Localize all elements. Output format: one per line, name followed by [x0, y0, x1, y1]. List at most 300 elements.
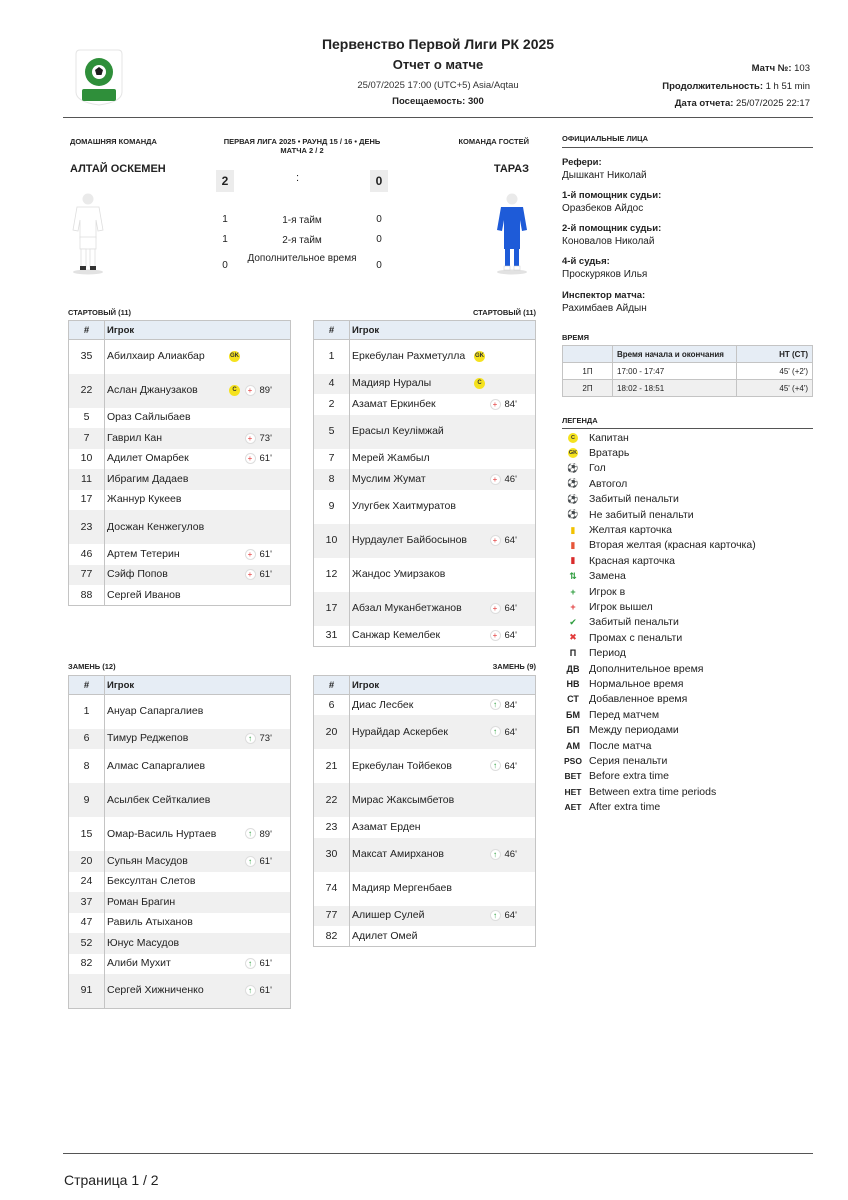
legend-label: Замена [589, 570, 626, 583]
goal-icon: ⚽ [567, 462, 579, 473]
duration-value: 1 h 51 min [765, 81, 810, 92]
home-kit-icon [70, 192, 106, 281]
player-row [69, 749, 291, 783]
player-number: 52 [69, 933, 105, 954]
player-role-cell [470, 906, 490, 927]
player-number: 77 [69, 565, 105, 586]
player-number: 9 [314, 490, 350, 524]
legend-label: После матча [589, 739, 652, 752]
player-in-icon: ↑ [245, 733, 256, 744]
player-number: 12 [314, 558, 350, 592]
player-number: 9 [69, 783, 105, 817]
player-row [314, 695, 536, 716]
legend-label: Капитан [589, 431, 629, 444]
player-role-cell [225, 428, 245, 449]
player-in-icon: ↑ [245, 856, 256, 867]
player-out-icon: + [245, 385, 256, 396]
away-team-name: ТАРАЗ [493, 163, 529, 175]
legend-item [562, 692, 687, 707]
player-role-cell [225, 892, 245, 913]
player-row [69, 510, 291, 544]
player-row [69, 892, 291, 913]
player-row [314, 783, 536, 817]
player-name: Нурдаулет Байбосынов [350, 524, 470, 558]
player-out-icon: + [245, 549, 256, 560]
times-period: 2П [563, 380, 613, 397]
legend-label: After extra time [589, 801, 661, 814]
player-number: 74 [314, 872, 350, 906]
player-row [69, 428, 291, 449]
player-event-cell [245, 565, 291, 586]
player-row [69, 340, 291, 374]
legend-label: Игрок вышел [589, 601, 653, 614]
player-role-cell [470, 838, 490, 872]
player-name: Гаврил Кан [105, 428, 225, 449]
player-role-cell [470, 415, 490, 449]
legend-divider [562, 428, 813, 429]
event-minute: 84' [504, 699, 517, 711]
player-number: 24 [69, 872, 105, 893]
captain-badge-glyph: C [568, 433, 578, 443]
player-role-cell [470, 592, 490, 626]
legend-label: Желтая карточка [589, 524, 673, 537]
legend-label: Before extra time [589, 770, 669, 783]
legend-label: Нормальное время [589, 678, 684, 691]
player-name: Азамат Еркинбек [352, 397, 436, 410]
captain-badge: C [474, 378, 485, 389]
col-number-header: # [314, 676, 350, 695]
legend-item [562, 723, 679, 738]
legend-label: Игрок в [589, 585, 626, 598]
legend-label: Период [589, 647, 626, 660]
player-role-cell [225, 408, 245, 429]
report-date [675, 98, 810, 109]
player-number: 77 [314, 906, 350, 927]
player-number: 10 [69, 449, 105, 470]
legend-item [562, 676, 683, 691]
player-row [314, 490, 536, 524]
col-player-header: Игрок [350, 321, 536, 340]
legend-item [562, 445, 629, 460]
player-row [314, 469, 536, 490]
player-event-cell [245, 851, 291, 872]
col-number-header: # [69, 676, 105, 695]
times-ht: 45' (+2') [737, 363, 813, 380]
official-role: Рефери: [562, 157, 602, 168]
player-in-icon: ↑ [490, 726, 501, 737]
player-in-icon: ↑ [245, 985, 256, 996]
player-row [69, 872, 291, 893]
player-event-cell [490, 626, 536, 647]
player-name: Роман Брагин [105, 892, 225, 913]
player-event-cell [490, 469, 536, 490]
player-role-cell [225, 340, 245, 374]
player-number: 22 [314, 783, 350, 817]
player-event-cell [245, 817, 291, 851]
player-row [69, 408, 291, 429]
player-number: 7 [314, 449, 350, 470]
report-title: Первенство Первой Лиги РК 2025 [321, 36, 555, 52]
player-role-cell [225, 544, 245, 565]
player-name: Абзал Муканбетжанов [350, 592, 470, 626]
player-row [69, 851, 291, 872]
legend-item [562, 753, 667, 768]
event-minute: 64' [504, 630, 517, 641]
penalty-scored-icon: ⚽ [567, 493, 579, 504]
legend-label: Перед матчем [589, 708, 660, 721]
match-number-label: Матч №: [751, 63, 792, 74]
period-1-label: 1-я тайм [282, 215, 322, 226]
player-event-cell [245, 729, 291, 750]
col-number-header: # [69, 321, 105, 340]
player-event-cell [245, 510, 291, 544]
player-row [314, 374, 536, 395]
legend-item [562, 615, 679, 630]
player-event-cell [490, 817, 536, 838]
period-2-label: 2-я тайм [282, 235, 322, 246]
player-out-icon: + [490, 399, 501, 410]
player-event-cell [245, 783, 291, 817]
player-event-cell [245, 695, 291, 729]
official-name: Оразбеков Айдос [562, 203, 644, 214]
player-role-cell [470, 558, 490, 592]
player-number: 47 [69, 913, 105, 934]
player-row [314, 715, 536, 749]
abbr-after-match: АМ [566, 740, 580, 751]
player-role-cell [470, 926, 490, 947]
player-row [69, 490, 291, 511]
player-in-icon: ↑ [490, 849, 501, 860]
player-number: 8 [314, 469, 350, 490]
legend-item [562, 569, 626, 584]
report-subtitle: Отчет о матче [392, 57, 484, 72]
player-event-cell [490, 906, 536, 927]
home-score: 2 [216, 170, 234, 192]
player-number: 35 [69, 340, 105, 374]
player-event-cell [490, 374, 536, 395]
player-event-cell [245, 340, 291, 374]
player-name: Сергей Хижниченко [105, 974, 225, 1008]
player-row [314, 449, 536, 470]
player-name: Адилет Омарбек [107, 452, 189, 465]
header-divider [63, 117, 813, 118]
legend-label: Гол [589, 462, 606, 475]
home-period-1-score: 1 [222, 214, 228, 225]
page-number: Страница 1 / 2 [64, 1172, 159, 1188]
player-row [314, 592, 536, 626]
player-role-cell [225, 729, 245, 750]
player-number: 20 [314, 715, 350, 749]
player-number: 1 [69, 695, 105, 729]
player-number: 88 [69, 585, 105, 606]
home-team-heading: ДОМАШНЯЯ КОМАНДА [70, 137, 157, 146]
player-name: Нурайдар Аскербек [350, 715, 470, 749]
legend-item [562, 599, 653, 614]
goalkeeper-badge: GK [229, 351, 240, 362]
event-minute: 46' [504, 473, 517, 485]
player-in-icon: ↑ [490, 760, 501, 771]
player-row [314, 626, 536, 647]
event-minute: 73' [259, 432, 272, 444]
away-starting-table [313, 320, 536, 647]
player-out-icon: + [490, 630, 501, 641]
player-event-cell [245, 374, 291, 408]
player-number: 6 [314, 695, 350, 716]
player-number: 82 [69, 954, 105, 975]
legend-item [562, 707, 659, 722]
player-role-cell [225, 749, 245, 783]
player-number: 5 [314, 415, 350, 449]
event-minute: 61' [259, 985, 272, 997]
player-row [314, 838, 536, 872]
legend-item [562, 522, 672, 537]
player-event-cell [490, 449, 536, 470]
player-role-cell [470, 872, 490, 906]
player-row [69, 695, 291, 729]
player-role-cell [225, 469, 245, 490]
player-role-cell [470, 394, 490, 415]
player-number: 17 [69, 490, 105, 511]
event-minute: 64' [504, 910, 517, 922]
player-role-cell [470, 449, 490, 470]
legend-label: Вторая желтая (красная карточка) [589, 539, 756, 552]
player-event-cell [245, 913, 291, 934]
player-role-cell [470, 469, 490, 490]
player-name: Тимур Реджепов [105, 729, 225, 750]
player-event-cell [490, 926, 536, 947]
player-event-cell [490, 749, 536, 783]
away-period-1-score: 0 [376, 214, 382, 225]
player-out-icon: + [490, 474, 501, 485]
home-subs-label: ЗАМЕНЬ (12) [68, 662, 116, 671]
col-number-header: # [314, 321, 350, 340]
player-event-cell [245, 974, 291, 1008]
match-number-value: 103 [794, 63, 810, 74]
player-event-cell [490, 715, 536, 749]
legend-item [562, 507, 694, 522]
player-event-cell [245, 544, 291, 565]
abbr-aet: AET [564, 802, 582, 813]
second-yellow-icon: ▮ [570, 539, 576, 550]
player-row [314, 340, 536, 374]
player-name: Досжан Кенжегулов [105, 510, 225, 544]
player-event-cell [245, 749, 291, 783]
player-role-cell [225, 565, 245, 586]
player-name: Ораз Сайлыбаев [107, 411, 191, 424]
away-period-2-score: 0 [376, 234, 382, 245]
event-minute: 46' [504, 849, 517, 860]
player-row [314, 749, 536, 783]
home-starting-table [68, 320, 291, 606]
away-subs-table [313, 675, 536, 947]
yellow-card-icon: ▮ [570, 524, 576, 535]
player-name: Бексултан Слетов [107, 875, 196, 888]
player-name: Жандос Умирзаков [352, 568, 446, 580]
legend-item [562, 430, 629, 445]
player-name: Алиби Мухит [107, 957, 171, 970]
player-number: 5 [69, 408, 105, 429]
official-role: Инспектор матча: [562, 290, 646, 301]
official-role: 1-й помощник судьи: [562, 190, 662, 201]
legend-item [562, 553, 675, 568]
player-role-cell [225, 872, 245, 893]
col-player-header: Игрок [105, 676, 291, 695]
player-row [69, 974, 291, 1008]
player-event-cell [245, 585, 291, 606]
legend-item [562, 492, 679, 507]
event-minute: 64' [504, 603, 517, 614]
player-event-cell [490, 394, 536, 415]
player-number: 1 [314, 340, 350, 374]
player-name: Ерасыл Кеулімжай [350, 415, 470, 449]
times-table [562, 345, 813, 397]
player-name: Омар-Василь Нуртаев [107, 827, 217, 840]
official-role: 4-й судья: [562, 256, 610, 267]
legend-label: Не забитый пенальти [589, 508, 694, 521]
legend-label: Добавленное время [589, 693, 688, 706]
player-name: Аслан Джанузаков [105, 374, 225, 408]
player-event-cell [490, 524, 536, 558]
player-event-cell [490, 592, 536, 626]
player-event-cell [490, 695, 536, 716]
player-role-cell [225, 851, 245, 872]
player-name: Алмас Сапаргалиев [107, 759, 206, 772]
player-name: Сергей Иванов [107, 588, 181, 601]
player-number: 2 [314, 394, 350, 415]
player-role-cell [225, 374, 245, 408]
player-out-icon: + [245, 453, 256, 464]
goalkeeper-badge-glyph: GK [568, 450, 578, 457]
player-number: 31 [314, 626, 350, 647]
legend-label: Дополнительное время [589, 662, 704, 675]
player-number: 7 [69, 428, 105, 449]
player-role-cell [225, 490, 245, 511]
times-range: 17:00 - 17:47 [613, 363, 737, 380]
legend-item [562, 538, 756, 553]
player-number: 8 [69, 749, 105, 783]
player-number: 23 [69, 510, 105, 544]
legend-item [562, 584, 625, 599]
legend-label: Промах с пенальти [589, 631, 683, 644]
player-row [69, 469, 291, 490]
footer-divider [63, 1153, 813, 1154]
player-role-cell [225, 783, 245, 817]
player-role-cell [225, 933, 245, 954]
player-row [69, 729, 291, 750]
player-row [69, 565, 291, 586]
legend-item [562, 476, 627, 491]
extra-time-label: Дополнительное время [247, 253, 357, 264]
times-period: 1П [563, 363, 613, 380]
col-player-header: Игрок [105, 321, 291, 340]
player-row [69, 913, 291, 934]
official-name: Дышкант Николай [562, 170, 647, 181]
player-role-cell [470, 715, 490, 749]
player-name: Максат Амирханов [350, 838, 470, 872]
player-role-cell [225, 695, 245, 729]
event-minute: 64' [504, 760, 517, 772]
duration-label: Продолжительность: [662, 81, 763, 92]
officials-heading: ОФИЦИАЛЬНЫЕ ЛИЦА [562, 134, 649, 143]
player-row [314, 926, 536, 947]
player-row [69, 585, 291, 606]
player-number: 22 [69, 374, 105, 408]
shootout-missed-icon: ✖ [569, 632, 577, 643]
player-row [69, 449, 291, 470]
abbr-period: П [569, 648, 577, 659]
match-datetime: 25/07/2025 17:00 (UTC+5) Asia/Aqtau [357, 80, 519, 91]
report-date-label: Дата отчета: [674, 98, 734, 109]
event-minute: 89' [259, 828, 272, 840]
abbr-pso: PSO [564, 756, 582, 767]
report-date-value: 25/07/2025 22:17 [736, 98, 810, 109]
times-row [563, 363, 813, 380]
player-role-cell [225, 510, 245, 544]
player-event-cell [490, 340, 536, 374]
player-row [69, 933, 291, 954]
event-minute: 61' [259, 548, 272, 560]
player-out-icon: + [490, 535, 501, 546]
official-name: Коновалов Николай [562, 236, 655, 247]
legend-label: Вратарь [589, 447, 630, 460]
player-role-cell [470, 490, 490, 524]
event-minute: 73' [259, 733, 272, 745]
player-name: Азамат Ерден [352, 820, 421, 833]
event-minute: 64' [504, 726, 517, 738]
home-extra-time-score: 0 [222, 260, 228, 271]
player-number: 10 [314, 524, 350, 558]
times-time-header: Время начала и окончания [613, 346, 737, 363]
player-event-cell [490, 490, 536, 524]
away-subs-label: ЗАМЕНЬ (9) [492, 662, 536, 671]
player-name: Асылбек Сейткалиев [105, 783, 225, 817]
away-kit-icon [494, 192, 530, 281]
player-event-cell [245, 933, 291, 954]
event-minute: 61' [259, 569, 272, 581]
round-heading: ПЕРВАЯ ЛИГА 2025 • РАУНД 15 / 16 • ДЕНЬ МАТЧА 2 / 2 [223, 137, 381, 155]
own-goal-icon: ⚽ [567, 478, 579, 489]
attendance: Посещаемость: 300 [392, 96, 484, 107]
event-minute: 84' [504, 398, 517, 410]
player-row [69, 817, 291, 851]
abbr-bet: BET [564, 771, 582, 782]
red-card-icon: ▮ [570, 555, 576, 566]
event-minute: 61' [259, 855, 272, 867]
abbr-before-match: БМ [566, 709, 580, 720]
player-number: 30 [314, 838, 350, 872]
abbr-normal-time: НВ [566, 679, 580, 690]
player-out-icon: + [490, 603, 501, 614]
player-name: Улугбек Хаитмуратов [352, 500, 456, 512]
player-role-cell [470, 783, 490, 817]
player-number: 4 [314, 374, 350, 395]
times-ht: 45' (+4') [737, 380, 813, 397]
player-row [69, 954, 291, 975]
player-row [314, 394, 536, 415]
legend-label: Серия пенальти [589, 755, 668, 768]
legend-item [562, 738, 651, 753]
player-number: 20 [69, 851, 105, 872]
player-row [314, 872, 536, 906]
player-row [69, 783, 291, 817]
legend-label: Забитый пенальти [589, 616, 679, 629]
goalkeeper-badge: GK [474, 351, 485, 362]
away-score: 0 [370, 170, 388, 192]
abbr-between-periods: БП [566, 725, 580, 736]
away-starting-label: СТАРТОВЫЙ (11) [472, 308, 536, 317]
player-role-cell [225, 974, 245, 1008]
player-event-cell [490, 872, 536, 906]
